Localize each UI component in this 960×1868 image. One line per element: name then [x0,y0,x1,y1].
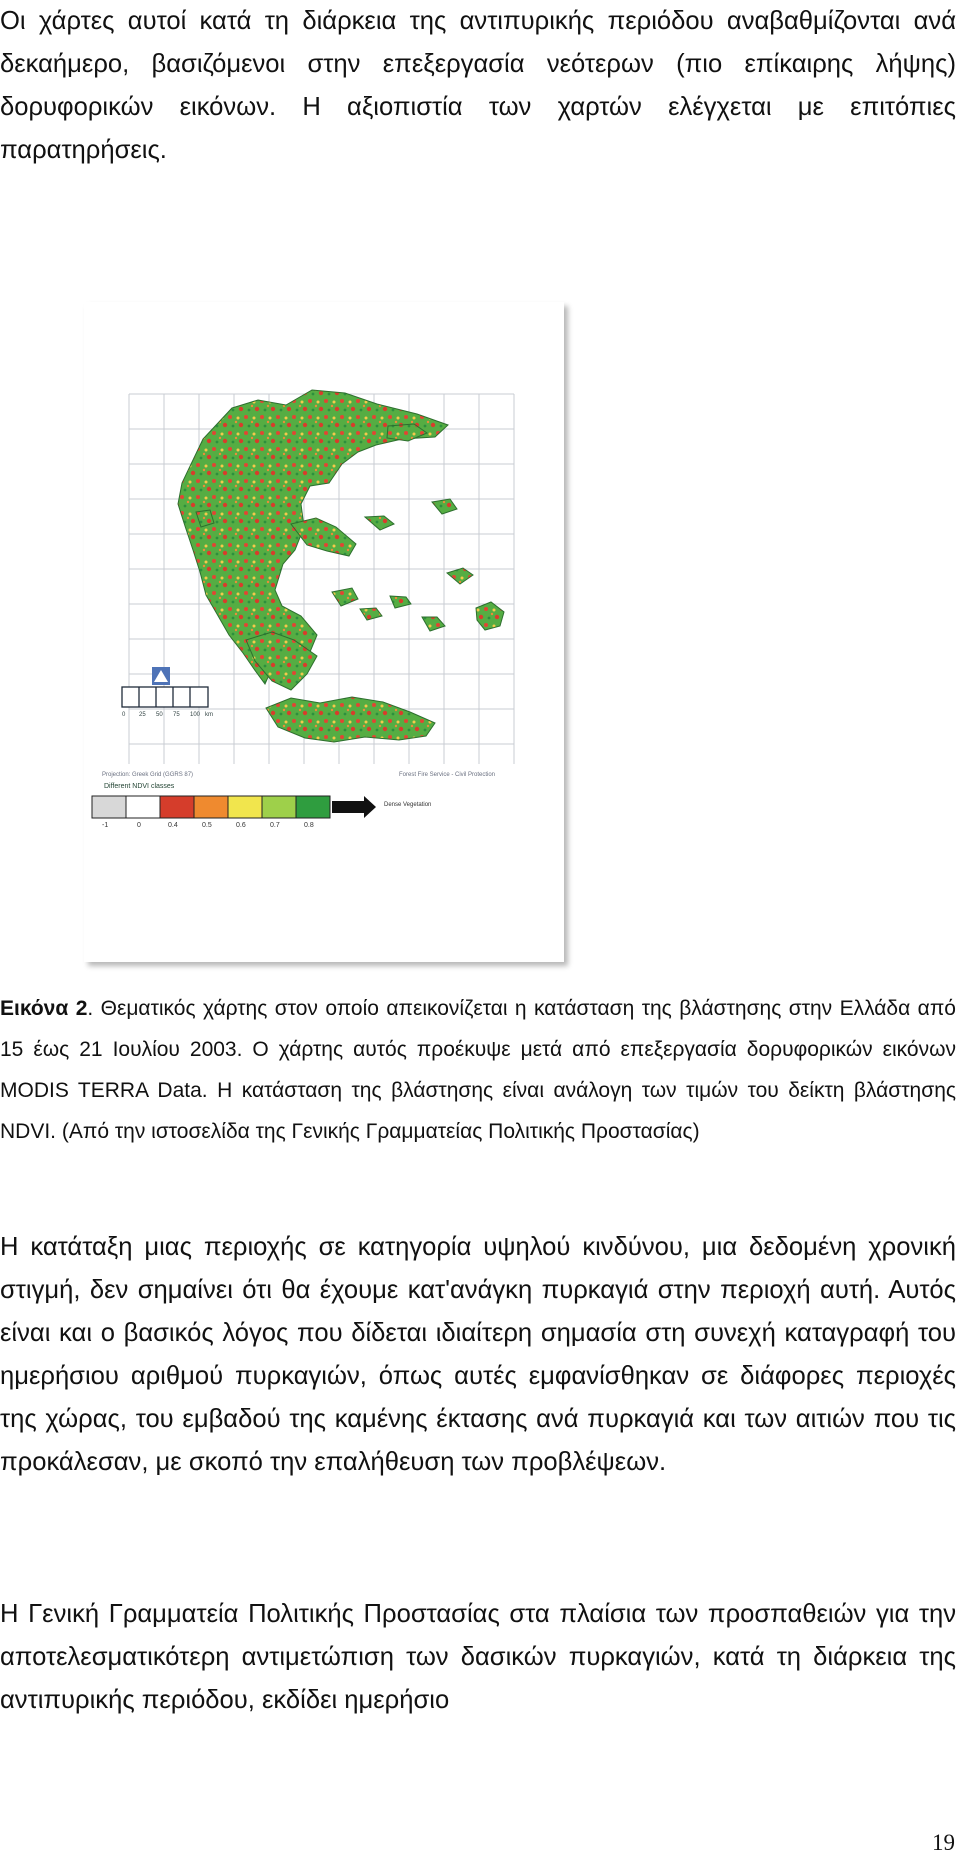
page-number: 19 [932,1830,955,1855]
legend-title: Different NDVI classes [104,783,175,790]
legend-bin-6: 0.8 [304,822,314,829]
legend-bin-5: 0.7 [270,822,280,829]
scale-box [122,687,208,707]
ndvi-map-svg [84,302,564,962]
legend-color-6 [296,796,330,818]
legend-bin-0: -1 [102,822,109,829]
scale-label-0: 0 [122,712,126,718]
scale-label-50: 50 [156,712,163,718]
legend-color-4 [228,796,262,818]
legend-bin-4: 0.6 [236,822,246,829]
scale-label-75: 75 [173,712,180,718]
scale-unit: km [205,712,213,718]
legend-color-0 [92,796,126,818]
svg-text:Projection: Greek Grid (GGRS 8: Projection: Greek Grid (GGRS 87) [102,772,194,778]
figure-caption-label: Εικόνα 2 [0,997,88,1020]
legend-bin-1: 0 [137,822,141,829]
figure-caption [0,988,956,1152]
scale-label-25: 25 [139,712,146,718]
scale-label-100: 100 [190,712,201,718]
legend-arrow-label: Dense Vegetation [384,802,432,808]
legend-color-2 [160,796,194,818]
svg-text:Forest Fire Service - Civil Pr: Forest Fire Service - Civil Protection [399,772,496,778]
legend-color-5 [262,796,296,818]
legend-bin-2: 0.4 [168,822,178,829]
legend-color-1 [126,796,160,818]
north-arrow-icon [152,667,170,685]
paragraph-fire-maps: Οι χάρτες αυτοί κατά τη διάρκεια της αντιπυρικής περιόδου αναβαθμίζονται ανά δεκαήμερο, βασιζόμενοι στην επεξεργασία νεότερων (πιο επίκαιρης λήψης) δορυφορικών εικόνων. Η αξιοπιστία των χαρτών ελέγχεται με επιτόπιες παρατηρήσεις. [0,7,956,164]
ndvi-map-figure [84,302,564,962]
figure-caption-text: . Θεματικός χάρτης στον οποίο απεικονίζεται η κατάσταση της βλάστησης στην Ελλάδα από 15 έως 21 Ιουλίου 2003. Ο χάρτης αυτός προέκυψε μετά από επεξεργασία δορυφορικών εικόνων MODIS TERRA Data. Η κατάσταση της βλάστησης είναι ανάλογη των τιμών του δείκτη βλάστησης NDVI. (Από την ιστοσελίδα της Γενικής Γραμματείας Πολιτικής Προστασίας) [0,997,956,1143]
paragraph-civil-protection: Η Γενική Γραμματεία Πολιτικής Προστασίας στα πλαίσια των προσπαθειών για την αποτελεσματικότερη αντιμετώπιση των δασικών πυρκαγιών, κατά τη διάρκεια της αντιπυρικής περιόδου, εκδίδει ημερήσιο [0,1600,956,1714]
legend-color-3 [194,796,228,818]
paragraph-risk-category: Η κατάταξη μιας περιοχής σε κατηγορία υψηλού κινδύνου, μια δεδομένη χρονική στιγμή, δεν σημαίνει ότι θα έχουμε κατ'ανάγκη πυρκαγιά στην περιοχή αυτή. Αυτός είναι και ο βασικός λόγος που δίδεται ιδιαίτερη σημασία στη συνεχή καταγραφή του ημερήσιου αριθμού πυρκαγιών, όπως αυτές εμφανίσθηκαν σε διάφορες περιοχές της χώρας, του εμβαδού της καμένης έκτασης ανά πυρκαγιά και των αιτιών που τις προκάλεσαν, με σκοπό την επαλήθευση των προβλέψεων. [0,1233,956,1476]
legend-bin-3: 0.5 [202,822,212,829]
